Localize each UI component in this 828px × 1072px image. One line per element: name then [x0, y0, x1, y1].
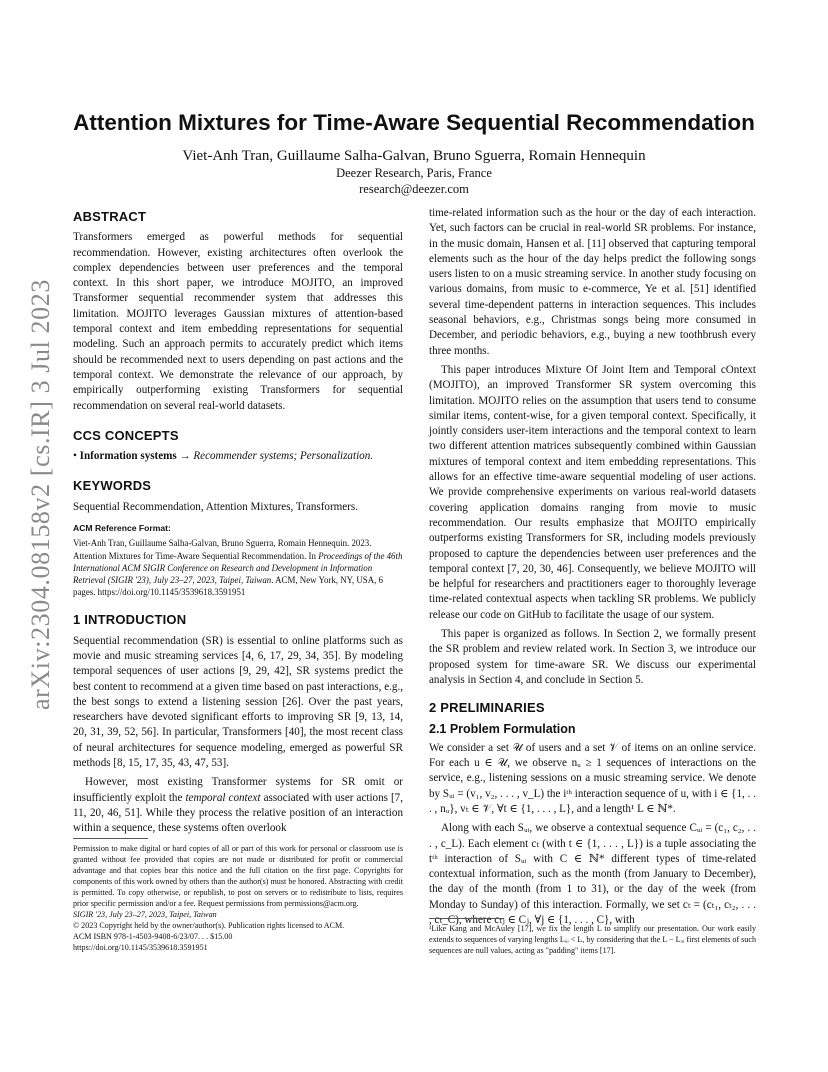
conference-line: SIGIR '23, July 23–27, 2023, Taipei, Taiwan	[73, 910, 217, 919]
ccs-concepts: • Information systems → Recommender systems; Personalization.	[73, 450, 374, 463]
abstract-heading: ABSTRACT	[73, 209, 147, 224]
intro-paragraph-2: However, most existing Transformer systems for SR omit or insufficiently exploit the temporal context associated with user actions [7, 11, 20, 46, 51]. While they process the relative position of an interaction within a sequence, these systems often overlook	[73, 776, 403, 835]
arxiv-identifier: arXiv:2304.08158v2 [cs.IR] 3 Jul 2023	[26, 279, 55, 710]
preliminaries-paragraph-1: We consider a set 𝒰 of users and a set 𝒱 of items on an online service. For each u ∈ 𝒰, we observe nᵤ ≥ 1 sequences of interactions on the service, e.g., listening sessions on a music streaming service. We denote by Sᵤᵢ = (v₁, v₂, . . . , v_L) the iᵗʰ interaction sequence of u, with i ∈ {1, . . . , nᵤ}, vₜ ∈ 𝒱, ∀t ∈ {1, . . . , L}, and a length¹ L ∈ ℕ*.	[429, 741, 756, 815]
preliminaries-paragraph-2: Along with each Sᵤᵢ, we observe a contextual sequence Cᵤᵢ = (c₁, c₂, . . . , c_L). Each element cₜ (with t ∈ {1, . . . , L}) is a tuple associating the tᵗʰ interaction of Sᵤᵢ with C ∈ ℕ* different types of time-related contextual information, such as the month (from January to December), the day of the month (from 1 to 31), or the day of the week (from Monday to Sunday) of this interaction. Formally, we set cₜ = (cₜ₁, cₜ₂, . . . , cₜ_C), where cₜⱼ ∈ Cⱼ, ∀j ∈ {1, . . . , C}, with	[429, 822, 756, 927]
permission-text: Permission to make digital or hard copies of all or part of this work for personal or classroom use is granted without fee provided that copies are not made or distributed for profit or commercial advantage and that copies bear this notice and the full citation on the first page. Copyrights for components of this work owned by others than the author(s) must be honored. Abstracting with credit is permitted. To copy otherwise, or republish, to post on servers or to redistribute to lists, requires prior specific permission and/or a fee. Request permissions from permissions@acm.org.	[73, 844, 403, 908]
paper-title: Attention Mixtures for Time-Aware Sequential Recommendation	[73, 110, 755, 135]
reference-venue: Proceedings of the 46th International ACM SIGIR Conference on Research and Development in Information Retrieval (SIGIR '23), July 23–27, 2023, Taipei, Taiwan	[73, 550, 403, 585]
footnote-rule	[73, 838, 148, 839]
copyright-line: © 2023 Copyright held by the owner/author(s). Publication rights licensed to ACM.	[73, 921, 345, 930]
author-list: Viet-Anh Tran, Guillaume Salha-Galvan, Bruno Sguerra, Romain Hennequin	[182, 148, 646, 164]
affiliation: Deezer Research, Paris, France	[336, 166, 492, 180]
intro-paragraph-2-continued: time-related information such as the hour or the day of each interaction. Yet, such factors can be crucial in real-world SR problems. For instance, in the music domain, Hansen et al. [11] observed that capturing temporal elements such as the hour of the day helps predict the following songs users listen to on a music streaming service. In another study focusing on various domains, from music to e-commerce, Ye et al. [51] identified several time-dependent patterns in interaction sequences. This includes seasonal behaviors, e.g., Christmas songs being more consumed in December, and periodic behaviors, e.g., buying a new toothbrush every three months.	[429, 207, 756, 357]
right-column	[429, 206, 756, 932]
ccs-bold: Information systems	[79, 450, 177, 463]
length-footnote-text: ¹Like Kang and McAuley [17], we fix the length L to simplify our presentation. Our work easily extends to sequences of varying lengths Lᵤᵢ < L, by considering that the L − Lᵤᵢ first elements of such sequences are null values, acting as "padding" items [17].	[429, 924, 756, 955]
keywords-text: Sequential Recommendation, Attention Mixtures, Transformers.	[73, 500, 359, 513]
reference-format-text: Viet-Anh Tran, Guillaume Salha-Galvan, Bruno Sguerra, Romain Hennequin. 2023. Attention Mixtures for Time-Aware Sequential Recommendation. In Proceedings of the 46th International ACM SIGIR Conference on Research and Development in Information Retrieval (SIGIR '23), July 23–27, 2023, Taipei, Taiwan. ACM, New York, NY, USA, 6 pages. https://doi.org/10.1145/3539618.3591951	[73, 538, 403, 598]
contact-email: research@deezer.com	[359, 182, 469, 196]
abstract-text: Transformers emerged as powerful methods for sequential recommendation. However, existing architectures often overlook the complex dependencies between user preferences and the temporal context. In this short paper, we introduce MOJITO, an improved Transformer sequential recommender system that addresses this limitation. MOJITO leverages Gaussian mixtures of attention-based temporal context and item embedding representations for sequential modeling. Such an approach permits to accurately predict which items should be recommended next to users depending on past actions and the temporal context. We demonstrate the relevance of our approach, by empirically outperforming existing Transformers for sequential recommendation on several real-world datasets.	[73, 231, 403, 412]
ccs-italic: Recommender systems; Personalization.	[193, 450, 374, 463]
doi-line: https://doi.org/10.1145/3539618.3591951	[73, 943, 208, 952]
footnote-rule-right	[429, 918, 504, 919]
intro-paragraph-1: Sequential recommendation (SR) is essential to online platforms such as movie and music streaming services [4, 6, 17, 29, 34, 35]. By modeling temporal sequences of user actions [9, 29, 42], SR systems predict the best content to recommend at a given time based on past interactions, e.g., the best songs to extend a listening session [26]. Over the past years, researchers have devoted significant efforts to improving SR [9, 13, 14, 20, 31, 39, 52, 56]. In particular, Transformers [40], the most recent class of neural architectures for sequence modeling, emerged as powerful SR methods [8, 15, 17, 35, 43, 47, 53].	[73, 634, 403, 770]
keywords-heading: KEYWORDS	[73, 478, 152, 494]
introduction-heading: 1 INTRODUCTION	[73, 612, 187, 628]
length-footnote	[429, 918, 756, 956]
isbn-line: ACM ISBN 978-1-4503-9408-6/23/07. . . $15.00	[73, 932, 233, 941]
preliminaries-heading: 2 PRELIMINARIES	[429, 700, 545, 716]
intro-paragraph-4: This paper is organized as follows. In Section 2, we formally present the SR problem and review related work. In Section 3, we introduce our proposed system for time-aware SR. We discuss our experimental analysis in Section 4, and conclude in Section 5.	[429, 628, 756, 686]
reference-format-heading: ACM Reference Format:	[73, 523, 171, 534]
left-column	[73, 206, 403, 841]
ccs-heading: CCS CONCEPTS	[73, 427, 179, 443]
intro-paragraph-3: This paper introduces Mixture Of Joint Item and Temporal cOntext (MOJITO), an improved Transformer SR system overcoming this limitation. MOJITO relies on the assumption that users tend to consume similar items, content-wise, for a given temporal context. Specifically, it jointly considers user-item interactions and the temporal context to learn two different attention matrices subsequently combined within Gaussian mixtures of temporal context and item embedding representations. This allows for an effective time-aware sequential modeling of user actions. We provide comprehensive experiments on various real-world datasets covering application domains ranging from movie to music recommendation. Our results emphasize that MOJITO empirically outperforms existing Transformers for SR, including models previously proposed to capture the dependencies between user preferences and the temporal context [7, 20, 30, 46]. Consequently, we believe MOJITO will be helpful for researchers and practitioners eager to thoroughly leverage time-related contextual aspects when tackling SR problems. We publicly release our code on GitHub to facilitate the usage of our system.	[429, 363, 756, 621]
permission-footnote	[73, 838, 403, 953]
problem-formulation-heading: 2.1 Problem Formulation	[429, 721, 576, 736]
arxiv-side-stamp	[20, 279, 60, 715]
